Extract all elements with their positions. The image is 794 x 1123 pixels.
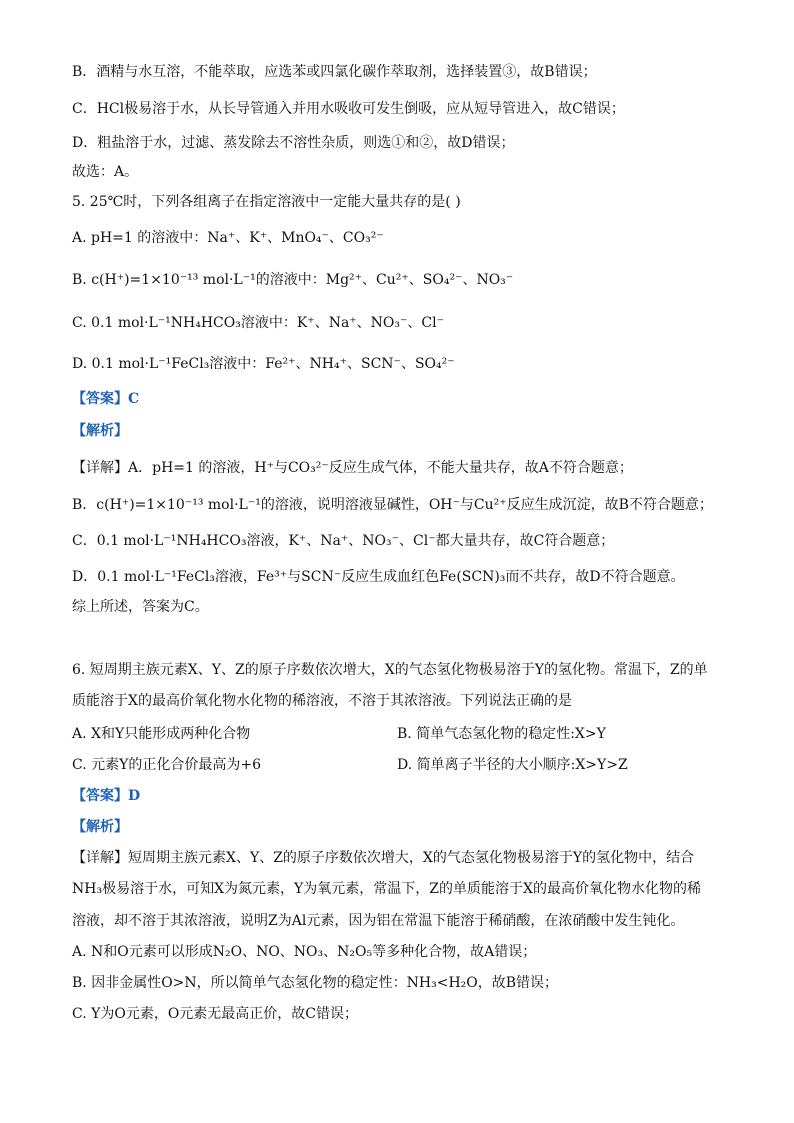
line-conclusion: 故选：A。 [72, 164, 139, 180]
question-6-stem-line-1: 6. 短周期主族元素X、Y、Z的原子序数依次增大，X的气态氢化物极易溶于Y的氢化物。常温下，Z的单 [72, 662, 708, 678]
detail-6-option-a: A. N和O元素可以形成N₂O、NO、NO₃、N₂O₅等多种化合物，故A错误； [72, 944, 537, 960]
detail-5-line-3: C．0.1 mol·L⁻¹NH₄HCO₃溶液，K⁺、Na⁺、NO₃⁻、Cl⁻都大量共存，故C符合题意； [72, 533, 615, 549]
question-5-stem: 5. 25℃时，下列各组离子在指定溶液中一定能大量共存的是( ) [72, 194, 461, 210]
question-5-option-a: A. pH=1 的溶液中：Na⁺、K⁺、MnO₄⁻、CO₃²⁻ [72, 230, 384, 246]
detail-6-line-1: 【详解】短周期主族元素X、Y、Z的原子序数依次增大，X的气态氢化物极易溶于Y的氢化物中，结合 [72, 850, 695, 866]
line-b-explanation: B．酒精与水互溶，不能萃取，应选苯或四氯化碳作萃取剂，选择装置③，故B错误； [72, 64, 597, 80]
question-6-option-b: B. 简单气态氢化物的稳定性:X>Y [397, 726, 606, 742]
detail-6-line-2: NH₃极易溶于水，可知X为氮元素，Y为氧元素，常温下，Z的单质能溶于X的最高价氧化物水化物的稀 [72, 881, 701, 897]
detail-6-line-3: 溶液，却不溶于其浓溶液，说明Z为Al元素，因为铝在常温下能溶于稀硝酸，在浓硝酸中发生钝化。 [72, 913, 685, 929]
analysis-6-label: 【解析】 [72, 819, 128, 835]
answer-6-label: 【答案】D [72, 788, 141, 804]
detail-5-line-4: D．0.1 mol·L⁻¹FeCl₃溶液，Fe³⁺与SCN⁻反应生成血红色Fe(SCN)₃而不共存，故D不符合题意。 [72, 569, 685, 585]
question-5-option-d: D. 0.1 mol·L⁻¹FeCl₃溶液中：Fe²⁺、NH₄⁺、SCN⁻、SO₄²⁻ [72, 356, 455, 372]
question-5-option-b: B. c(H⁺)=1×10⁻¹³ mol·L⁻¹的溶液中：Mg²⁺、Cu²⁺、SO₄²⁻、NO₃⁻ [72, 272, 514, 288]
question-6-option-c: C. 元素Y的正化合价最高为+6 [72, 757, 261, 773]
question-6-stem-line-2: 质能溶于X的最高价氧化物水化物的稀溶液，不溶于其浓溶液。下列说法正确的是 [72, 693, 572, 709]
line-c-explanation: C．HCl极易溶于水，从长导管通入并用水吸收可发生倒吸，应从短导管进入，故C错误； [72, 101, 625, 117]
detail-5-line-1: 【详解】A．pH=1 的溶液，H⁺与CO₃²⁻反应生成气体，不能大量共存，故A不符合题意； [72, 460, 633, 476]
detail-5-summary: 综上所述，答案为C。 [72, 599, 209, 615]
question-6-option-d: D. 简单离子半径的大小顺序:X>Y>Z [397, 757, 628, 773]
answer-5-label: 【答案】C [72, 391, 140, 407]
analysis-5-label: 【解析】 [72, 423, 128, 439]
line-d-explanation: D．粗盐溶于水，过滤、蒸发除去不溶性杂质，则选①和②，故D错误； [72, 135, 515, 151]
detail-6-option-c: C. Y为O元素，O元素无最高正价，故C错误； [72, 1006, 359, 1022]
question-6-option-a: A. X和Y只能形成两种化合物 [72, 726, 251, 742]
detail-6-option-b: B. 因非金属性O>N，所以简单气态氢化物的稳定性：NH₃<H₂O，故B错误； [72, 975, 559, 991]
question-5-option-c: C. 0.1 mol·L⁻¹NH₄HCO₃溶液中：K⁺、Na⁺、NO₃⁻、Cl⁻ [72, 315, 444, 331]
detail-5-line-2: B．c(H⁺)=1×10⁻¹³ mol·L⁻¹的溶液，说明溶液显碱性，OH⁻与Cu²⁺反应生成沉淀，故B不符合题意； [72, 497, 713, 513]
